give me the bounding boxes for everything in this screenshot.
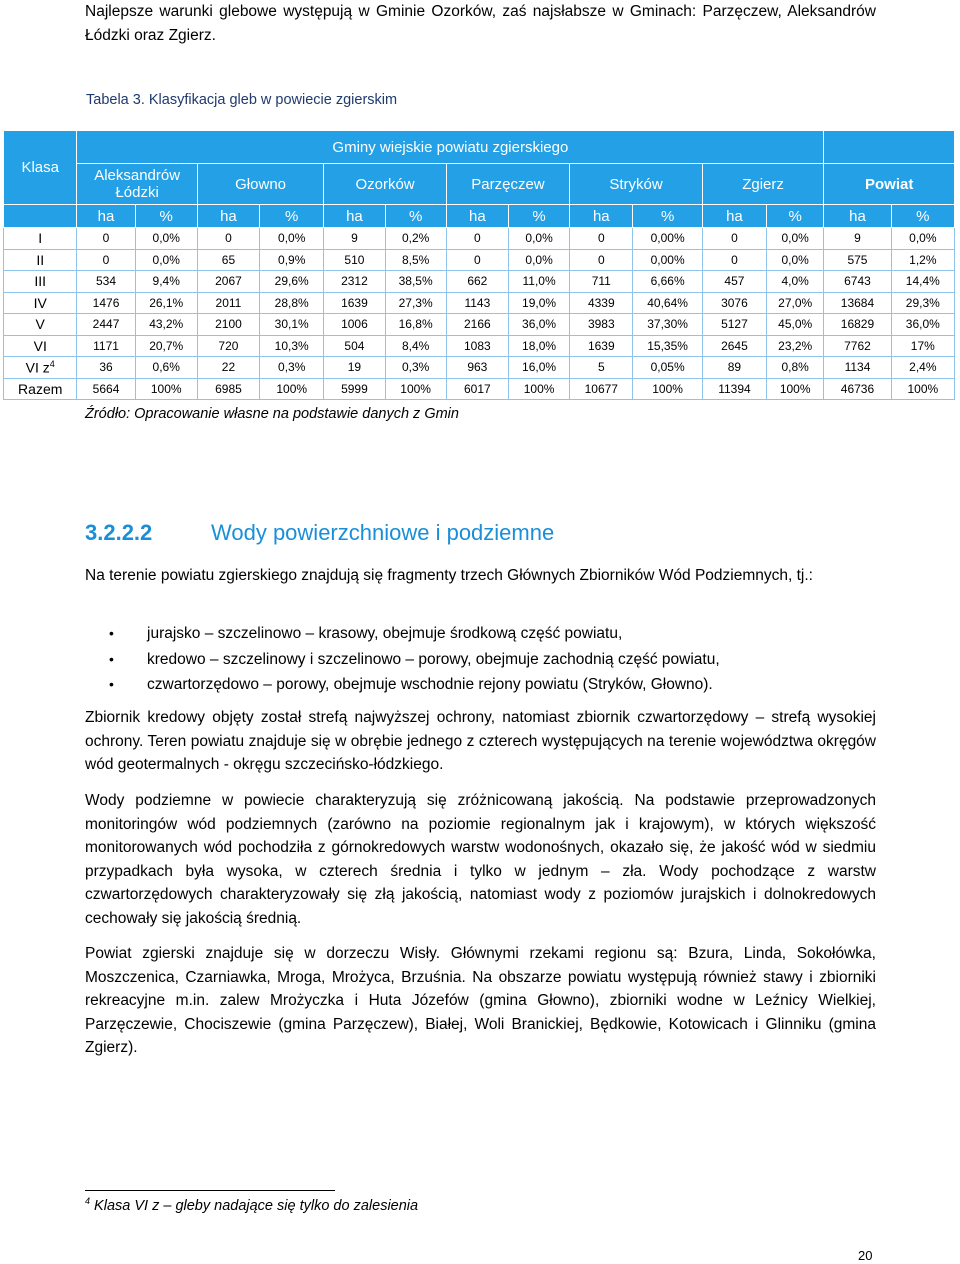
- unit-pct: %: [767, 205, 824, 228]
- header-klasa: Klasa: [4, 131, 77, 205]
- table-cell: 22: [197, 357, 259, 379]
- table-cell: 5127: [702, 314, 766, 336]
- table-cell: 45,0%: [767, 314, 824, 336]
- table-cell: 1083: [446, 335, 508, 357]
- bullet-icon: •: [109, 676, 114, 692]
- table-body: [4, 228, 955, 400]
- class-cell: III: [4, 271, 77, 293]
- class-cell: II: [4, 249, 77, 271]
- table-cell: 36,0%: [508, 314, 569, 336]
- table-cell: 5: [570, 357, 633, 379]
- table-cell: 0: [446, 249, 508, 271]
- unit-row: [4, 205, 955, 228]
- table-cell: 0,0%: [508, 249, 569, 271]
- table-cell: 0: [570, 228, 633, 250]
- table-cell: 0: [570, 249, 633, 271]
- table-cell: 0,00%: [633, 249, 702, 271]
- table-cell: 37,30%: [633, 314, 702, 336]
- table-row: [4, 271, 955, 293]
- paragraph-protection: Zbiornik kredowy objęty został strefą najwyższej ochrony, natomiast zbiornik czwartorzędowy – strefą wysokiej ochrony. Teren powiatu znajduje się w obrębie jednego z czterech występujących na terenie województwa okręgów wód geotermalnych - okręgu szczecińsko-łódzkiego.: [85, 709, 876, 773]
- table-cell: 0: [77, 249, 135, 271]
- unit-ha: ha: [324, 205, 385, 228]
- footnote-text: Klasa VI z – gleby nadające się tylko do zalesienia: [94, 1197, 419, 1214]
- table-cell: 4339: [570, 292, 633, 314]
- table-cell: 0,6%: [135, 357, 197, 379]
- header-gmina-3: Parzęczew: [446, 164, 569, 205]
- table-cell: 14,4%: [891, 271, 954, 293]
- table-cell: 0,00%: [633, 228, 702, 250]
- table-cell: 100%: [385, 378, 446, 400]
- unit-ha: ha: [570, 205, 633, 228]
- table-cell: 720: [197, 335, 259, 357]
- table-cell: 26,1%: [135, 292, 197, 314]
- table-cell: 16,8%: [385, 314, 446, 336]
- table-cell: 100%: [508, 378, 569, 400]
- unit-pct: %: [260, 205, 324, 228]
- table-cell: 89: [702, 357, 766, 379]
- table-cell: 23,2%: [767, 335, 824, 357]
- table-cell: 13684: [824, 292, 891, 314]
- list-item: • kredowo – szczelinowy i szczelinowo – porowy, obejmuje zachodnią część powiatu,: [85, 647, 885, 673]
- table-row: [4, 314, 955, 336]
- unit-pct: %: [633, 205, 702, 228]
- footnote: [85, 1196, 418, 1214]
- table-cell: 10,3%: [260, 335, 324, 357]
- table-cell: 1639: [570, 335, 633, 357]
- section-number: 3.2.2.2: [85, 520, 153, 545]
- unit-ha: ha: [824, 205, 891, 228]
- table-cell: 36: [77, 357, 135, 379]
- header-group: Gminy wiejskie powiatu zgierskiego: [77, 131, 824, 164]
- table-cell: 100%: [767, 378, 824, 400]
- table-cell: 6017: [446, 378, 508, 400]
- table-cell: 0: [702, 228, 766, 250]
- table-cell: 29,3%: [891, 292, 954, 314]
- list-item: • jurajsko – szczelinowo – krasowy, obejmuje środkową część powiatu,: [85, 621, 885, 647]
- header-blank: [824, 131, 955, 164]
- table-cell: 17%: [891, 335, 954, 357]
- table-cell: 7762: [824, 335, 891, 357]
- table-cell: 0,05%: [633, 357, 702, 379]
- table-cell: 11394: [702, 378, 766, 400]
- table-cell: 2645: [702, 335, 766, 357]
- table-cell: 1134: [824, 357, 891, 379]
- table-cell: 0: [446, 228, 508, 250]
- table-cell: 0,2%: [385, 228, 446, 250]
- header-gmina-2: Ozorków: [324, 164, 446, 205]
- table-cell: 0,0%: [135, 249, 197, 271]
- footnote-divider: [85, 1190, 335, 1191]
- section-heading: [85, 520, 554, 546]
- table-cell: 100%: [260, 378, 324, 400]
- table-cell: 0,0%: [260, 228, 324, 250]
- page-number: 20: [858, 1248, 873, 1263]
- table-cell: 2166: [446, 314, 508, 336]
- table-cell: 9: [824, 228, 891, 250]
- table-cell: 0,0%: [767, 249, 824, 271]
- table-cell: 510: [324, 249, 385, 271]
- class-cell: Razem: [4, 378, 77, 400]
- table-cell: 2447: [77, 314, 135, 336]
- table-cell: 19: [324, 357, 385, 379]
- table-row: [4, 378, 955, 400]
- table-cell: 662: [446, 271, 508, 293]
- table-cell: 504: [324, 335, 385, 357]
- paragraph-aquifers: Na terenie powiatu zgierskiego znajdują się fragmenty trzech Głównych Zbiorników Wód Podziemnych, tj.:: [85, 567, 813, 584]
- table-cell: 0,0%: [891, 228, 954, 250]
- table-cell: 3983: [570, 314, 633, 336]
- table-cell: 100%: [135, 378, 197, 400]
- table-cell: 0,3%: [260, 357, 324, 379]
- table-cell: 8,4%: [385, 335, 446, 357]
- table-cell: 16829: [824, 314, 891, 336]
- table-cell: 6743: [824, 271, 891, 293]
- table-cell: 0,9%: [260, 249, 324, 271]
- table-cell: 18,0%: [508, 335, 569, 357]
- unit-pct: %: [891, 205, 954, 228]
- header-gmina-4: Stryków: [570, 164, 703, 205]
- table-cell: 963: [446, 357, 508, 379]
- table-cell: 2312: [324, 271, 385, 293]
- header-powiat: Powiat: [824, 164, 955, 205]
- table-cell: 43,2%: [135, 314, 197, 336]
- table-cell: 15,35%: [633, 335, 702, 357]
- table-cell: 1143: [446, 292, 508, 314]
- table-cell: 38,5%: [385, 271, 446, 293]
- unit-ha: ha: [446, 205, 508, 228]
- table-cell: 9: [324, 228, 385, 250]
- paragraph-rivers: Powiat zgierski znajduje się w dorzeczu Wisły. Głównymi rzekami regionu są: Bzura, Linda, Sokołówka, Moszczenica, Czarniawka, Mroga, Mrożyca, Brzuśnia. Na obszarze powiatu występują również stawy i zbiorniki rekreacyjne m.in. zalew Mrożyczka i Huta Józefów (gmina Głowno), zbiorniki wodne w Leźnicy Wielkiej, Parzęczewie, Chociszewie (gmina Parzęczew), Białej, Woli Branickiej, Będkowie, Kotowicach i Glinniku (gmina Zgierz).: [85, 945, 876, 1056]
- table-cell: 0: [197, 228, 259, 250]
- table-cell: 1171: [77, 335, 135, 357]
- footnote-ref: 4: [49, 358, 55, 369]
- unit-blank: [4, 205, 77, 228]
- aquifer-list: [85, 621, 885, 698]
- unit-ha: ha: [77, 205, 135, 228]
- table-cell: 1,2%: [891, 249, 954, 271]
- table-cell: 65: [197, 249, 259, 271]
- table-cell: 8,5%: [385, 249, 446, 271]
- table-cell: 6985: [197, 378, 259, 400]
- table-cell: 0,3%: [385, 357, 446, 379]
- table-source: Źródło: Opracowanie własne na podstawie danych z Gmin: [85, 406, 459, 422]
- table-cell: 20,7%: [135, 335, 197, 357]
- table-cell: 28,8%: [260, 292, 324, 314]
- table-row: [4, 228, 955, 250]
- table-row: [4, 335, 955, 357]
- table-cell: 36,0%: [891, 314, 954, 336]
- table-cell: 4,0%: [767, 271, 824, 293]
- unit-pct: %: [135, 205, 197, 228]
- table-cell: 2067: [197, 271, 259, 293]
- soil-classification-table: [3, 130, 955, 400]
- table-cell: 29,6%: [260, 271, 324, 293]
- unit-pct: %: [385, 205, 446, 228]
- table-cell: 575: [824, 249, 891, 271]
- header-gmina-1: Głowno: [197, 164, 324, 205]
- table-cell: 457: [702, 271, 766, 293]
- intro-paragraph: Najlepsze warunki glebowe występują w Gminie Ozorków, zaś najsłabsze w Gminach: Parzęczew, Aleksandrów Łódzki oraz Zgierz.: [85, 3, 876, 44]
- table-cell: 46736: [824, 378, 891, 400]
- class-cell: VI $z^4$: [4, 357, 77, 379]
- table-cell: 0,0%: [135, 228, 197, 250]
- table-cell: 100%: [891, 378, 954, 400]
- table-cell: 0: [77, 228, 135, 250]
- bullet-icon: •: [109, 625, 114, 641]
- table-cell: 0,0%: [767, 228, 824, 250]
- table-cell: 534: [77, 271, 135, 293]
- class-cell: V: [4, 314, 77, 336]
- table-cell: 2100: [197, 314, 259, 336]
- table-cell: 30,1%: [260, 314, 324, 336]
- table-cell: 19,0%: [508, 292, 569, 314]
- section-title: Wody powierzchniowe i podziemne: [211, 520, 555, 545]
- bullet-icon: •: [109, 650, 114, 667]
- table-cell: 5999: [324, 378, 385, 400]
- table-cell: 1639: [324, 292, 385, 314]
- class-cell: I: [4, 228, 77, 250]
- table-cell: 0: [702, 249, 766, 271]
- unit-pct: %: [508, 205, 569, 228]
- table-cell: 5664: [77, 378, 135, 400]
- table-caption: Tabela 3. Klasyfikacja gleb w powiecie zgierskim: [86, 92, 398, 108]
- table-cell: 27,3%: [385, 292, 446, 314]
- table-cell: 16,0%: [508, 357, 569, 379]
- table-cell: 27,0%: [767, 292, 824, 314]
- header-gmina-5: Zgierz: [702, 164, 824, 205]
- table-cell: 9,4%: [135, 271, 197, 293]
- unit-ha: ha: [197, 205, 259, 228]
- table-row: [4, 292, 955, 314]
- table-cell: 2011: [197, 292, 259, 314]
- table-cell: 2,4%: [891, 357, 954, 379]
- header-gmina-0: Aleksandrów Łódzki: [77, 164, 197, 205]
- table-cell: 0,8%: [767, 357, 824, 379]
- paragraph-water-quality: Wody podziemne w powiecie charakteryzują się zróżnicowaną jakością. Na podstawie przeprowadzonych monitoringów wód podziemnych (zarówno na poziomie regionalnym jak i krajowym), w których większość monitorowanych wód pochodziła z górnokredowych warstw wodonośnych, okazało się, że jakość wód w siedmiu przypadkach była wysoka, w czterech średnia i tylko w jednym – zła. Wody pochodzące z warstw czwartorzędowych charakteryzowały się złą jakością, natomiast wody z poziomów jurajskich i dolnokredowych cechowały się jakością średnią.: [85, 792, 876, 927]
- footnote-mark: 4: [85, 1196, 91, 1206]
- class-cell: VI: [4, 335, 77, 357]
- class-cell: IV: [4, 292, 77, 314]
- table-cell: 1006: [324, 314, 385, 336]
- table-cell: 11,0%: [508, 271, 569, 293]
- table-cell: 0,0%: [508, 228, 569, 250]
- table-cell: 3076: [702, 292, 766, 314]
- unit-ha: ha: [702, 205, 766, 228]
- table-cell: 6,66%: [633, 271, 702, 293]
- list-item: • czwartorzędowo – porowy, obejmuje wschodnie rejony powiatu (Stryków, Głowno).: [85, 672, 885, 698]
- table-row: [4, 249, 955, 271]
- table-cell: 1476: [77, 292, 135, 314]
- table-row: [4, 357, 955, 379]
- table-cell: 10677: [570, 378, 633, 400]
- table-cell: 711: [570, 271, 633, 293]
- table-cell: 100%: [633, 378, 702, 400]
- table-cell: 40,64%: [633, 292, 702, 314]
